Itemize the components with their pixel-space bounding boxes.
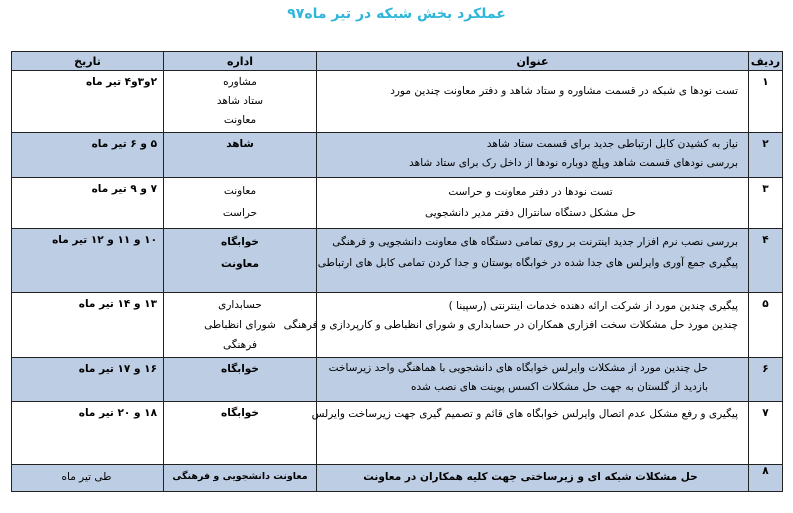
department-line: خوابگاه bbox=[221, 407, 259, 419]
row-number-cell bbox=[749, 358, 783, 402]
department-cell bbox=[164, 178, 317, 229]
row-number-cell bbox=[749, 465, 783, 492]
table-row bbox=[12, 133, 783, 178]
header-row bbox=[12, 52, 783, 71]
department-line: ستاد شاهد bbox=[216, 95, 264, 107]
title-line: تست نودها ی شبکه در قسمت مشاوره و ستاد شاهد و دفتر معاونت چندین مورد bbox=[390, 85, 738, 97]
date-value: ۷ و ۹ تیر ماه bbox=[91, 183, 157, 195]
date-cell bbox=[12, 293, 164, 358]
date-cell bbox=[12, 178, 164, 229]
row-number-cell bbox=[749, 229, 783, 293]
row-number: ۷ bbox=[762, 407, 769, 419]
report-table bbox=[11, 51, 783, 492]
department-cell bbox=[164, 402, 317, 465]
row-number-cell bbox=[749, 71, 783, 133]
date-value: ۱۳ و ۱۴ تیر ماه bbox=[78, 298, 157, 310]
department-cell bbox=[164, 229, 317, 293]
date-value: ۲و۳و۴ تیر ماه bbox=[85, 76, 157, 88]
date-cell bbox=[12, 229, 164, 293]
row-number: ۵ bbox=[762, 298, 769, 310]
date-cell bbox=[12, 465, 164, 492]
table-row bbox=[12, 71, 783, 133]
header-title: عنوان bbox=[317, 52, 749, 71]
title-line: پیگیری جمع آوری وایرلس های جدا شده در خوابگاه بوستان و جدا کردن تمامی کابل های ارتباطی bbox=[317, 257, 738, 269]
title-cell bbox=[311, 402, 749, 465]
title-line: نیاز به کشیدن کابل ارتباطی جدید برای قسمت ستاد شاهد bbox=[486, 138, 738, 150]
table-row bbox=[12, 402, 783, 465]
row-number: ۴ bbox=[762, 234, 769, 246]
row-number-cell bbox=[749, 178, 783, 229]
date-value: ۱۰ و ۱۱ و ۱۲ تیر ماه bbox=[52, 234, 157, 246]
department-line: فرهنگی bbox=[222, 339, 258, 351]
department-cell bbox=[164, 358, 317, 402]
header-date: تاریخ bbox=[12, 52, 164, 71]
department-line: معاونت bbox=[221, 258, 259, 270]
title-cell bbox=[317, 133, 749, 178]
title-cell bbox=[317, 229, 749, 293]
row-number: ۲ bbox=[762, 138, 769, 150]
date-value: ۵ و ۶ تیر ماه bbox=[91, 138, 157, 150]
row-number: ۱ bbox=[762, 76, 769, 88]
title-line: تست نودها در دفتر معاونت و حراست bbox=[448, 186, 613, 198]
title-line: حل مشکلات شبکه ای و زیرساختی جهت کلیه همکاران در معاونت bbox=[363, 471, 698, 483]
date-value: ۱۶ و ۱۷ تیر ماه bbox=[78, 363, 157, 375]
header-department: اداره bbox=[164, 52, 317, 71]
date-cell bbox=[12, 133, 164, 178]
date-cell bbox=[12, 358, 164, 402]
date-cell bbox=[12, 71, 164, 133]
department-line: شورای انظباطی bbox=[204, 319, 276, 331]
title-cell bbox=[283, 293, 749, 358]
date-cell bbox=[12, 402, 164, 465]
title-cell bbox=[317, 358, 749, 402]
title-line: پیگیری چندین مورد از شرکت ارائه دهنده خدمات اینترنتی (رسپینا ) bbox=[448, 300, 738, 312]
title-cell bbox=[317, 71, 749, 133]
title-cell bbox=[317, 178, 749, 229]
row-number: ۸ bbox=[762, 465, 769, 477]
date-value: ۱۸ و ۲۰ تیر ماه bbox=[78, 407, 157, 419]
title-line: بازدید از گلستان به جهت حل مشکلات اکسس پوینت های نصب شده bbox=[410, 381, 708, 393]
header-row-number: ردیف bbox=[749, 52, 783, 71]
title-line: حل چندین مورد از مشکلات وایرلس خوابگاه های دانشجویی با هماهنگی واحد زیرساخت bbox=[328, 362, 708, 374]
department-cell bbox=[164, 465, 317, 492]
row-number: ۳ bbox=[762, 183, 769, 195]
title-line: پیگیری و رفع مشکل عدم اتصال وایرلس خوابگاه های قائم و تصمیم گیری جهت زیرساخت وایرلس bbox=[311, 408, 738, 420]
table-row bbox=[12, 229, 783, 293]
title-line: حل مشکل دستگاه سانترال دفتر مدیر دانشجویی bbox=[424, 207, 637, 219]
row-number-cell bbox=[749, 293, 783, 358]
department-line: معاونت دانشجویی و فرهنگی bbox=[172, 471, 308, 482]
department-line: معاونت bbox=[223, 185, 257, 197]
department-cell bbox=[164, 71, 317, 133]
table-row bbox=[12, 465, 783, 492]
department-cell bbox=[164, 133, 317, 178]
title-cell bbox=[317, 465, 749, 492]
title-line: چندین مورد حل مشکلات سخت افزاری همکاران در حسابداری و شورای انظباطی و کارپردازی و فرهنگی bbox=[283, 319, 738, 331]
department-line: حسابداری bbox=[218, 299, 262, 311]
department-line: حراست bbox=[222, 207, 258, 219]
page-title: عملکرد بخش شبکه در تیر ماه۹۷ bbox=[287, 6, 506, 22]
department-line: خوابگاه bbox=[221, 236, 259, 248]
table-row bbox=[12, 178, 783, 229]
department-line: شاهد bbox=[226, 138, 254, 150]
department-line: معاونت bbox=[223, 114, 257, 126]
table-row bbox=[12, 293, 783, 358]
row-number-cell bbox=[749, 133, 783, 178]
title-line: بررسی نصب نرم افزار جدید اینترنت بر روی تمامی دستگاه های معاونت دانشجویی و فرهنگی bbox=[332, 236, 738, 248]
table-row bbox=[12, 358, 783, 402]
department-line: مشاوره bbox=[223, 76, 257, 88]
title-line: بررسی نودهای قسمت شاهد وپلچ دوباره نودها از داخل رک برای ستاد شاهد bbox=[409, 157, 738, 169]
department-line: خوابگاه bbox=[221, 363, 259, 375]
row-number: ۶ bbox=[762, 363, 769, 375]
row-number-cell bbox=[749, 402, 783, 465]
date-value: طی تیر ماه bbox=[61, 471, 112, 483]
